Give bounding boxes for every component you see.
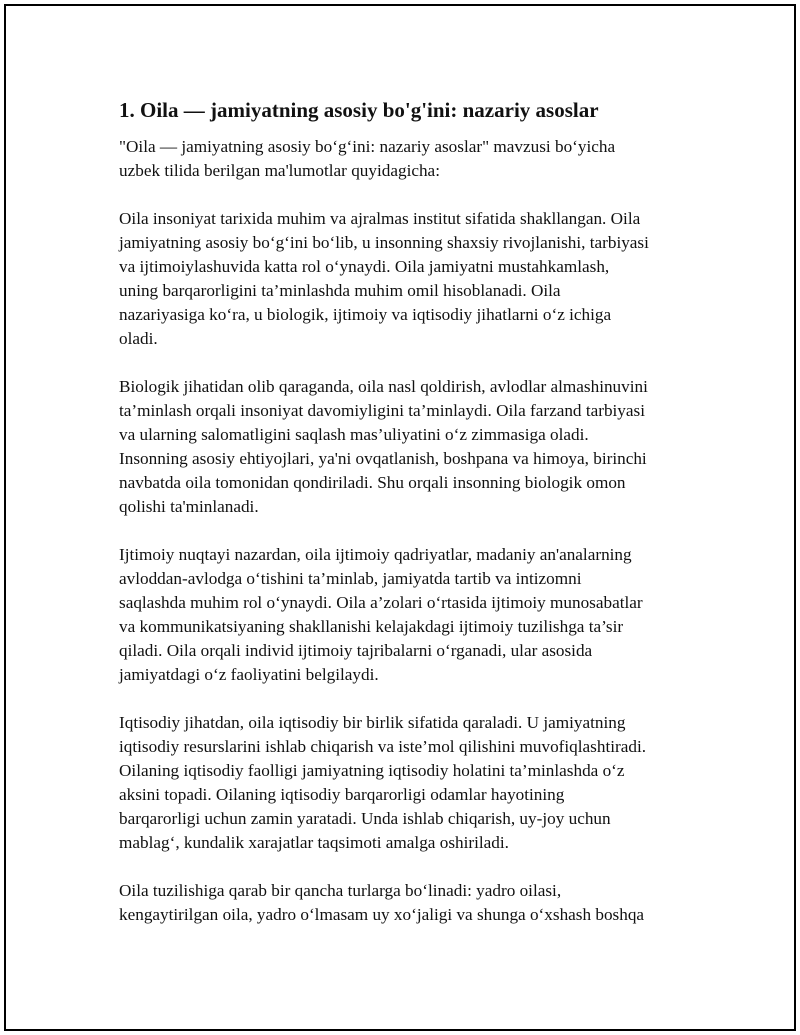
text-line: uzbek tilida berilgan ma'lumotlar quyidagicha: xyxy=(119,161,440,180)
text-line: navbatda oila tomonidan qondiriladi. Shu orqali insonning biologik omon xyxy=(119,473,626,492)
document-title: 1. Oila — jamiyatning asosiy bo'g'ini: nazariy asoslar xyxy=(119,98,599,122)
paragraph-social xyxy=(119,543,699,687)
text-line: saqlashda muhim rol o‘ynaydi. Oila a’zolari o‘rtasida ijtimoiy munosabatlar xyxy=(119,593,643,612)
text-line: kengaytirilgan oila, yadro o‘lmasam uy xo‘jaligi va shunga o‘xshash boshqa xyxy=(119,905,645,924)
text-line: aksini topadi. Oilaning iqtisodiy barqarorligi odamlar hayotining xyxy=(119,785,565,804)
text-line: iqtisodiy resurslarini ishlab chiqarish va iste’mol qilishini muvofiqlashtiradi. xyxy=(119,737,647,756)
text-line: va kommunikatsiyaning shakllanishi kelajakdagi ijtimoiy tuzilishga ta’sir xyxy=(119,617,624,636)
text-line: Ijtimoiy nuqtayi nazardan, oila ijtimoiy qadriyatlar, madaniy an'analarning xyxy=(119,545,632,564)
text-line: jamiyatdagi o‘z faoliyatini belgilaydi. xyxy=(119,665,379,684)
page-frame xyxy=(4,4,796,1031)
text-line: ta’minlash orqali insoniyat davomiyligini ta’minlaydi. Oila farzand tarbiyasi xyxy=(119,401,645,420)
text-line: Insonning asosiy ehtiyojlari, ya'ni ovqatlanish, boshpana va himoya, birinchi xyxy=(119,449,647,468)
text-line: va ijtimoiylashuvida katta rol o‘ynaydi. Oila jamiyatni mustahkamlash, xyxy=(119,257,610,276)
text-line: "Oila — jamiyatning asosiy bo‘g‘ini: nazariy asoslar" mavzusi bo‘yicha xyxy=(119,137,616,156)
text-line: jamiyatning asosiy bo‘g‘ini bo‘lib, u insonning shaxsiy rivojlanishi, tarbiyasi xyxy=(119,233,649,252)
text-line: Oila tuzilishiga qarab bir qancha turlarga bo‘linadi: yadro oilasi, xyxy=(119,881,562,900)
text-line: qolishi ta'minlanadi. xyxy=(119,497,259,516)
text-line: mablag‘, kundalik xarajatlar taqsimoti amalga oshiriladi. xyxy=(119,833,509,852)
text-line: nazariyasiga ko‘ra, u biologik, ijtimoiy va iqtisodiy jihatlarni o‘z ichiga xyxy=(119,305,612,324)
text-line: Biologik jihatidan olib qaraganda, oila nasl qoldirish, avlodlar almashinuvini xyxy=(119,377,648,396)
paragraph-family-institution xyxy=(119,207,699,351)
text-line: uning barqarorligini ta’minlashda muhim omil hisoblanadi. Oila xyxy=(119,281,561,300)
document-body xyxy=(119,95,699,951)
text-line: va ularning salomatligini saqlash mas’uliyatini o‘z zimmasiga oladi. xyxy=(119,425,589,444)
paragraph-family-types xyxy=(119,879,699,927)
text-line: avloddan-avlodga o‘tishini ta’minlab, jamiyatda tartib va intizomni xyxy=(119,569,582,588)
text-line: Oila insoniyat tarixida muhim va ajralmas institut sifatida shakllangan. Oila xyxy=(119,209,641,228)
text-line: Oilaning iqtisodiy faolligi jamiyatning iqtisodiy holatini ta’minlashda o‘z xyxy=(119,761,625,780)
paragraph-economic xyxy=(119,711,699,855)
text-line: barqarorligi uchun zamin yaratadi. Unda ishlab chiqarish, uy-joy uchun xyxy=(119,809,611,828)
paragraph-biological xyxy=(119,375,699,519)
text-line: Iqtisodiy jihatdan, oila iqtisodiy bir birlik sifatida qaraladi. U jamiyatning xyxy=(119,713,626,732)
text-line: qiladi. Oila orqali individ ijtimoiy tajribalarni o‘rganadi, ular asosida xyxy=(119,641,593,660)
paragraph-intro xyxy=(119,135,699,183)
text-line: oladi. xyxy=(119,329,158,348)
